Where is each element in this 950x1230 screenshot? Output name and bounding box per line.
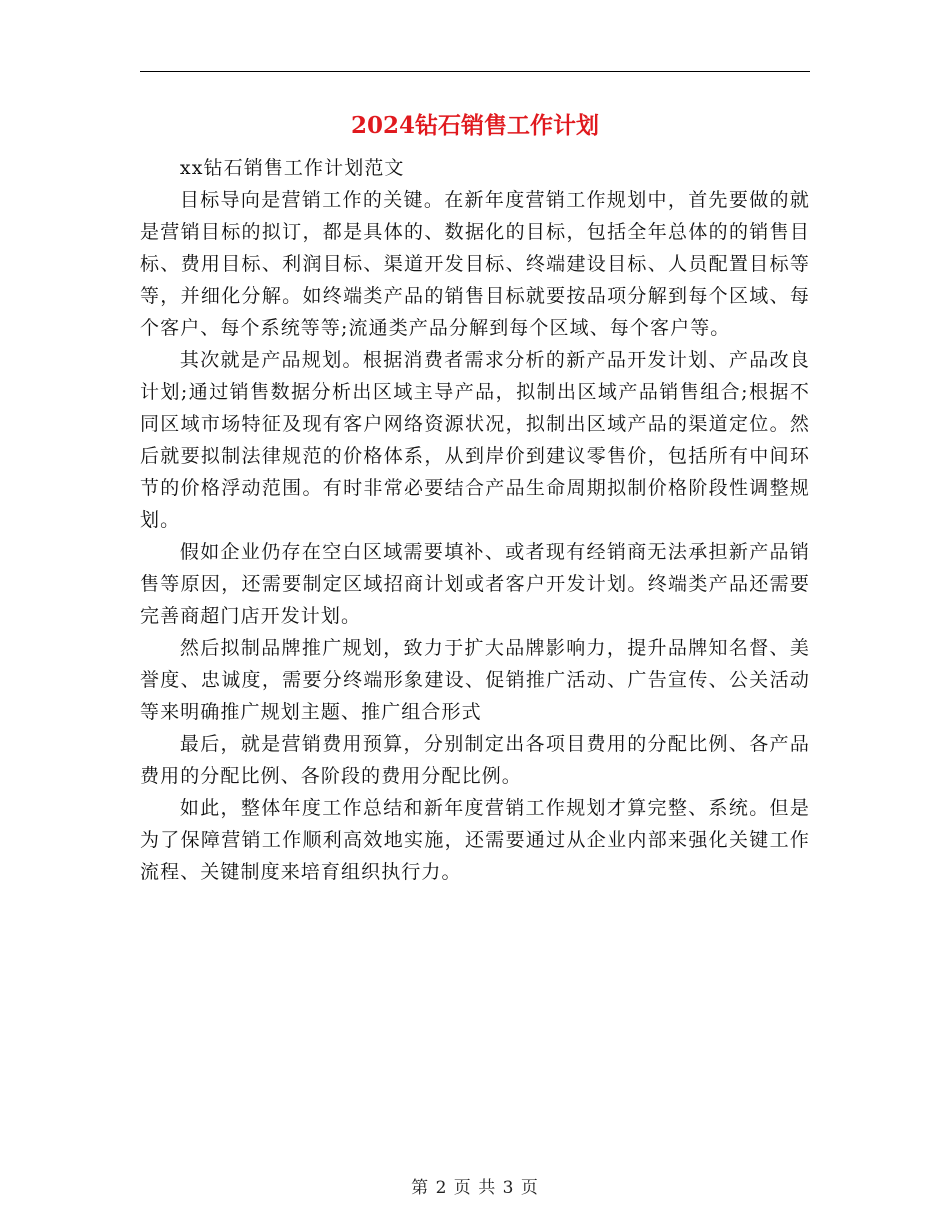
paragraph-budget: 最后，就是营销费用预算，分别制定出各项目费用的分配比例、各产品费用的分配比例、各阶段的费用分配比例。 (140, 733, 810, 787)
document-body (140, 152, 810, 888)
paragraph-brand-promotion: 然后拟制品牌推广规划，致力于扩大品牌影响力，提升品牌知名督、美誉度、忠诚度，需要分终端形象建设、促销推广活动、广告宣传、公关活动等来明确推广规划主题、推广组合形式 (140, 637, 810, 723)
paragraph-subtitle: xx钻石销售工作计划范文 (179, 157, 405, 179)
paragraph-market-expansion: 假如企业仍存在空白区域需要填补、或者现有经销商无法承担新产品销售等原因，还需要制定区域招商计划或者客户开发计划。终端类产品还需要完善商超门店开发计划。 (140, 541, 810, 627)
header-rule (140, 71, 810, 72)
paragraph-product-planning: 其次就是产品规划。根据消费者需求分析的新产品开发计划、产品改良计划;通过销售数据分析出区域主导产品，拟制出区域产品销售组合;根据不同区域市场特征及现有客户网络资源状况，拟制出区域产品的渠道定位。然后就要拟制法律规范的价格体系，从到岸价到建议零售价，包括所有中间环节的价格浮动范围。有时非常必要结合产品生命周期拟制价格阶段性调整规划。 (140, 349, 810, 531)
document-title: 2024钻石销售工作计划 (350, 112, 599, 139)
page-number-footer: 第 2 页 共 3 页 (411, 1178, 539, 1198)
paragraph-goals: 目标导向是营销工作的关键。在新年度营销工作规划中，首先要做的就是营销目标的拟订，都是具体的、数据化的目标，包括全年总体的的销售目标、费用目标、利润目标、渠道开发目标、终端建设目标、人员配置目标等等，并细化分解。如终端类产品的销售目标就要按品项分解到每个区域、每个客户、每个系统等等;流通类产品分解到每个区域、每个客户等。 (140, 189, 810, 339)
paragraph-conclusion: 如此，整体年度工作总结和新年度营销工作规划才算完整、系统。但是为了保障营销工作顺利高效地实施，还需要通过从企业内部来强化关键工作流程、关键制度来培育组织执行力。 (140, 797, 810, 883)
